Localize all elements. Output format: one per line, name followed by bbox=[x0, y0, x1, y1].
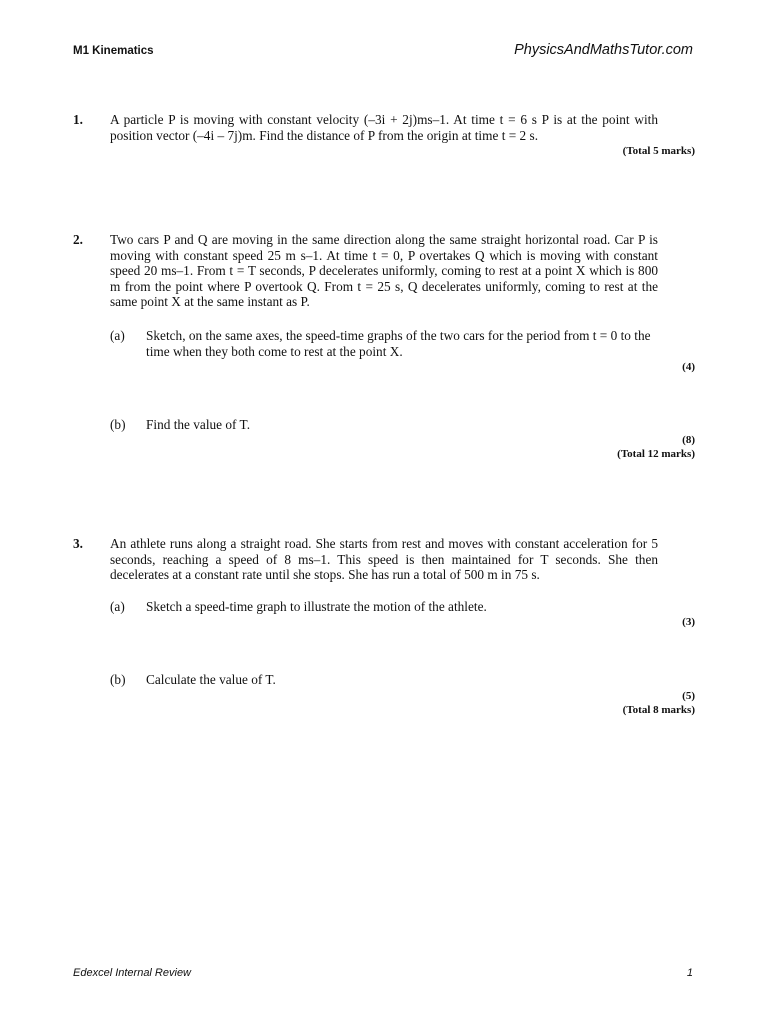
website-header: PhysicsAndMathsTutor.com bbox=[514, 42, 693, 58]
question-2 bbox=[73, 232, 695, 310]
question-part bbox=[110, 599, 700, 615]
question-number: 3. bbox=[73, 536, 83, 551]
question-total-marks: (Total 5 marks) bbox=[622, 145, 695, 157]
part-label: (b) bbox=[110, 417, 126, 432]
document-header-title: M1 Kinematics bbox=[73, 45, 154, 57]
part-label: (a) bbox=[110, 328, 125, 343]
question-1 bbox=[73, 112, 695, 143]
part-text: Find the value of T. bbox=[146, 417, 251, 432]
part-marks: (3) bbox=[682, 616, 695, 628]
part-marks: (8) bbox=[682, 434, 695, 446]
page-number: 1 bbox=[686, 967, 693, 979]
question-total-marks: (Total 12 marks) bbox=[617, 448, 695, 460]
question-number: 1. bbox=[73, 112, 83, 127]
part-text: Sketch, on the same axes, the speed-time graphs of the two cars for the period from t = 0 to the time when they both come to rest at the point X. bbox=[146, 328, 651, 359]
question-text: Two cars P and Q are moving in the same direction along the same straight horizontal road. Car P is moving with constant speed 25 m s–1. At time t = 0, P overtakes Q which is moving with constant speed 20 ms–1. From t = T seconds, P decelerates uniformly, coming to rest at a point X which is 800 m from the point where P overtook Q. From t = 25 s, Q decelerates uniformly, coming to rest at the same point X at the same instant as P. bbox=[110, 232, 658, 309]
part-text: Sketch a speed-time graph to illustrate the motion of the athlete. bbox=[146, 599, 487, 614]
part-text: Calculate the value of T. bbox=[146, 672, 276, 687]
part-marks: (5) bbox=[682, 690, 695, 702]
part-label: (a) bbox=[110, 599, 125, 614]
question-number: 2. bbox=[73, 232, 83, 247]
question-text: An athlete runs along a straight road. She starts from rest and moves with constant acceleration for 5 seconds, reaching a speed of 8 ms–1. This speed is then maintained for T seconds. She then decelerates at a constant rate until she stops. She has run a total of 500 m in 75 s. bbox=[110, 536, 658, 582]
question-3 bbox=[73, 536, 695, 583]
footer-source: Edexcel Internal Review bbox=[73, 967, 192, 979]
question-part bbox=[110, 328, 700, 359]
question-part bbox=[110, 672, 700, 688]
question-text: A particle P is moving with constant velocity (–3i + 2j)ms–1. At time t = 6 s P is at the point with position vector (–4i – 7j)m. Find the distance of P from the origin at time t = 2 s. bbox=[110, 112, 658, 143]
part-marks: (4) bbox=[682, 361, 695, 373]
question-part bbox=[110, 417, 700, 433]
part-label: (b) bbox=[110, 672, 126, 687]
question-total-marks: (Total 8 marks) bbox=[622, 704, 695, 716]
